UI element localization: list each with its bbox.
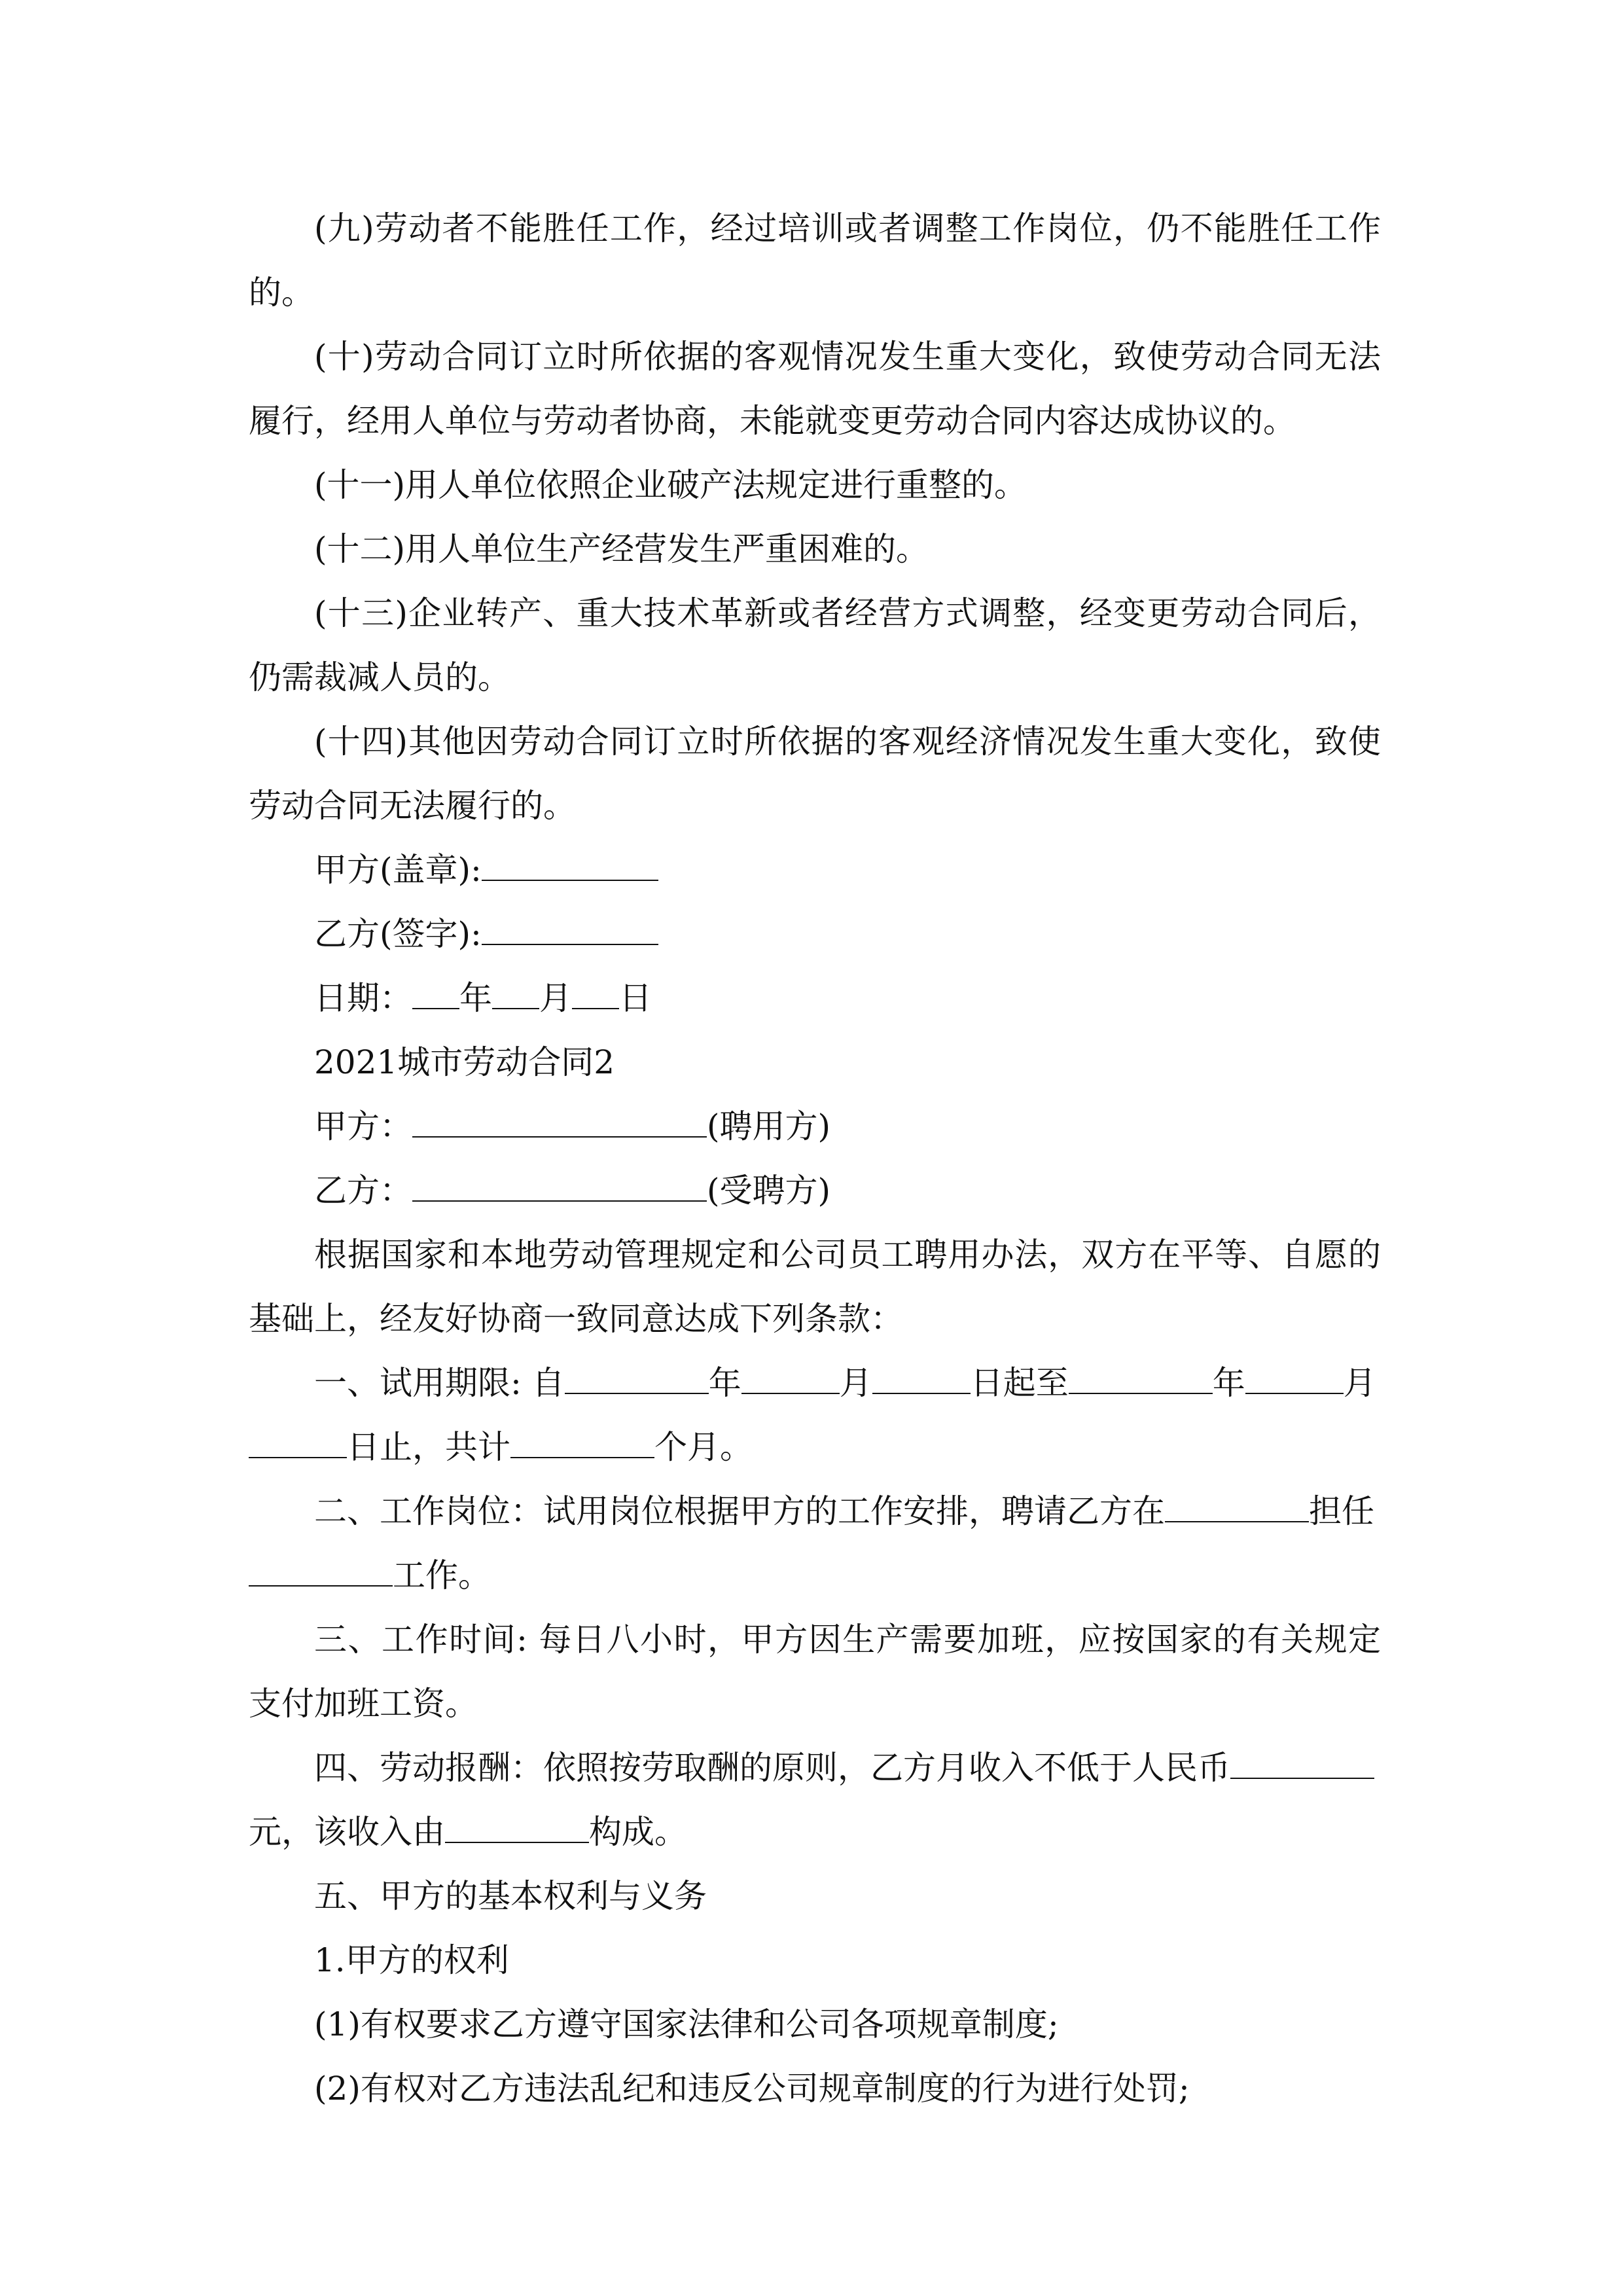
section-4-composition-blank[interactable]	[445, 1812, 589, 1843]
section-5-1-heading: 1.甲方的权利	[314, 1941, 509, 1979]
section-2-dept-blank[interactable]	[1165, 1491, 1309, 1522]
section-1-end-month-blank[interactable]	[1245, 1363, 1344, 1394]
section-1-start-day-blank[interactable]	[872, 1363, 971, 1394]
section-4-text-c: 构成。	[589, 1813, 687, 1851]
date-line	[249, 966, 1381, 1030]
party-a-seal-label: 甲方(盖章):	[314, 851, 482, 889]
party-b-sign-label: 乙方(签字):	[314, 915, 482, 953]
date-label: 日期：	[314, 979, 412, 1017]
section-2-text-a: 二、工作岗位：试用岗位根据甲方的工作安排，聘请乙方在	[314, 1492, 1165, 1530]
section-2-line-1	[249, 1479, 1381, 1543]
right-2: (2)有权对乙方违法乱纪和违反公司规章制度的行为进行处罚;	[314, 2070, 1190, 2108]
section-1-text-e: 年	[1212, 1364, 1245, 1402]
contract-2-party-b-line	[249, 1158, 1381, 1223]
section-3: 三、工作时间: 每日八小时，甲方因生产需要加班，应按国家的有关规定支付加班工资。	[249, 1621, 1381, 1723]
section-1-text-b: 年	[708, 1364, 741, 1402]
party-b-sign-blank[interactable]	[482, 914, 658, 945]
section-2-line-2	[249, 1543, 1381, 1607]
party-a-seal-line	[249, 838, 1381, 902]
section-1-text-a: 一、试用期限: 自	[314, 1364, 565, 1402]
section-2-text-c: 工作。	[393, 1556, 491, 1594]
section-4-line-1	[249, 1736, 1381, 1800]
section-1-end-year-blank[interactable]	[1069, 1363, 1213, 1394]
section-4-text-b: 元，该收入由	[249, 1813, 445, 1851]
contract-2-party-a-label: 甲方：	[314, 1107, 412, 1145]
section-1-start-month-blank[interactable]	[741, 1363, 840, 1394]
section-1-start-year-blank[interactable]	[565, 1363, 709, 1394]
section-4-salary-blank[interactable]	[1230, 1748, 1374, 1779]
contract-2-party-b-role: (受聘方)	[707, 1172, 831, 1210]
clause-13: (十三)企业转产、重大技术革新或者经营方式调整，经变更劳动合同后，仍需裁减人员的。	[249, 594, 1381, 696]
date-year-blank[interactable]	[412, 978, 459, 1009]
contract-2-party-a-line	[249, 1094, 1381, 1158]
section-5-heading: 五、甲方的基本权利与义务	[314, 1877, 707, 1915]
section-4-line-2	[249, 1800, 1381, 1864]
section-2-job-blank[interactable]	[249, 1555, 393, 1587]
section-1-text-c: 月	[839, 1364, 872, 1402]
section-1-line-2	[249, 1415, 1381, 1479]
clause-14: (十四)其他因劳动合同订立时所依据的客观经济情况发生重大变化，致使劳动合同无法履行的。	[249, 723, 1381, 825]
clause-12: (十二)用人单位生产经营发生严重困难的。	[314, 530, 929, 568]
date-day-label: 日	[619, 979, 652, 1017]
contract-2-title: 2021城市劳动合同2	[314, 1043, 615, 1081]
clause-11: (十一)用人单位依照企业破产法规定进行重整的。	[314, 466, 1027, 504]
party-a-seal-blank[interactable]	[482, 850, 658, 881]
contract-2-intro: 根据国家和本地劳动管理规定和公司员工聘用办法，双方在平等、自愿的基础上，经友好协商一致同意达成下列条款：	[249, 1236, 1381, 1338]
date-day-blank[interactable]	[572, 978, 619, 1009]
clause-9: (九)劳动者不能胜任工作，经过培训或者调整工作岗位，仍不能胜任工作的。	[249, 209, 1381, 312]
section-1-line-1	[249, 1351, 1381, 1415]
contract-2-party-b-blank[interactable]	[412, 1170, 707, 1202]
document-body	[249, 196, 1381, 2121]
clause-10: (十)劳动合同订立时所依据的客观情况发生重大变化，致使劳动合同无法履行，经用人单位与劳动者协商，未能就变更劳动合同内容达成协议的。	[249, 338, 1381, 440]
date-month-label: 月	[539, 979, 572, 1017]
date-year-label: 年	[459, 979, 492, 1017]
section-1-text-d: 日起至	[970, 1364, 1069, 1402]
section-1-text-h: 个月。	[654, 1428, 753, 1466]
section-1-text-f: 月	[1343, 1364, 1376, 1402]
section-1-months-blank[interactable]	[510, 1427, 654, 1458]
right-1: (1)有权要求乙方遵守国家法律和公司各项规章制度;	[314, 2005, 1059, 2043]
contract-2-party-a-role: (聘用方)	[707, 1107, 831, 1145]
party-b-sign-line	[249, 902, 1381, 966]
section-1-text-g: 日止，共计	[347, 1428, 510, 1466]
section-2-text-b: 担任	[1309, 1492, 1374, 1530]
section-4-text-a: 四、劳动报酬：依照按劳取酬的原则，乙方月收入不低于人民币	[314, 1749, 1230, 1787]
contract-2-party-a-blank[interactable]	[412, 1106, 707, 1138]
contract-2-party-b-label: 乙方：	[314, 1172, 412, 1210]
section-1-end-day-blank[interactable]	[249, 1427, 347, 1458]
date-month-blank[interactable]	[492, 978, 539, 1009]
